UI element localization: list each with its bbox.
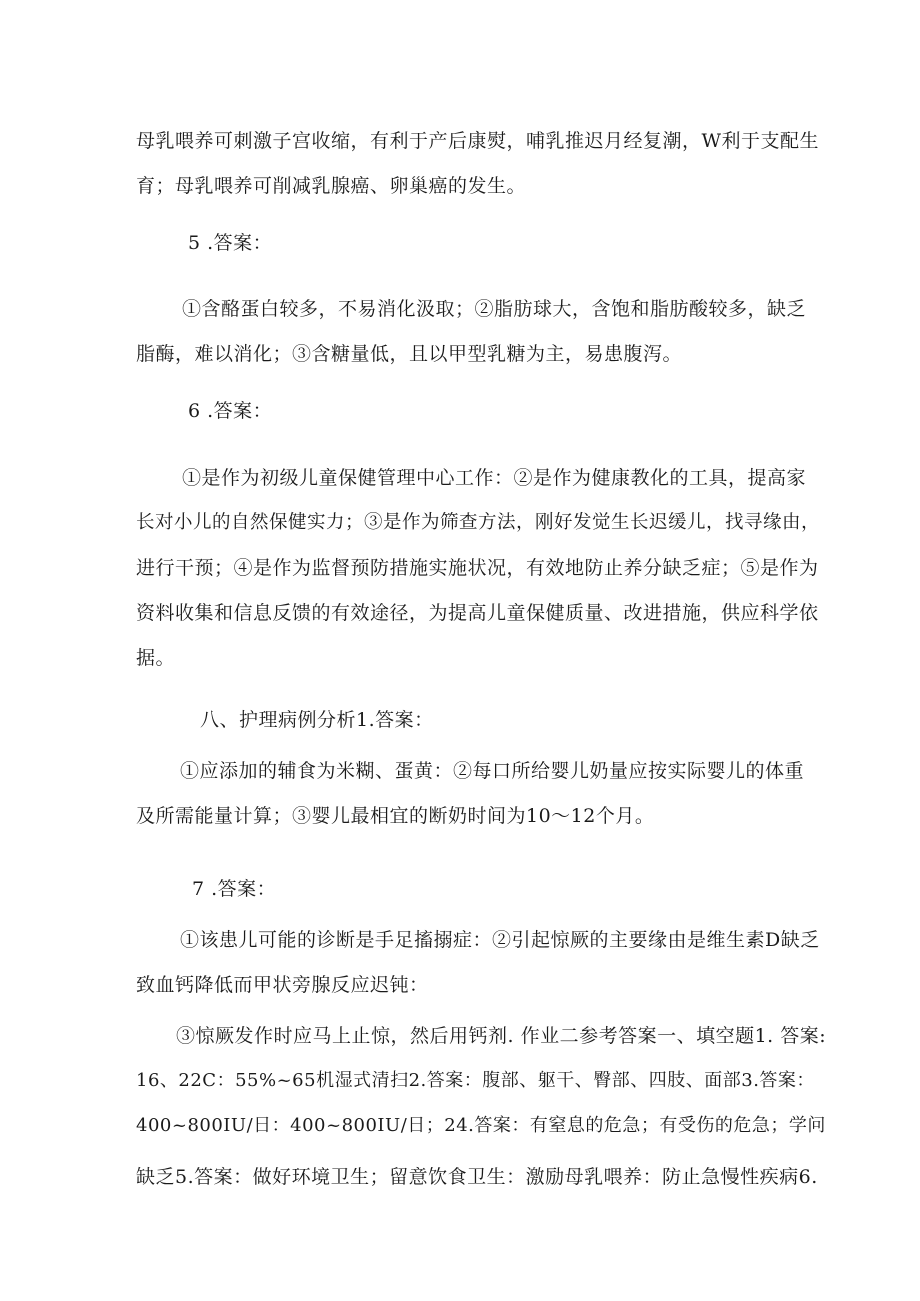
- section-8-heading: 八、护理病例分析1.答案：: [200, 709, 434, 731]
- section-8-line-2: 及所需能量计算；③婴儿最相宜的断奶时间为10〜12个月。: [136, 805, 655, 827]
- q6-line-3: 进行干预；④是作为监督预防措施实施状况，有效地防止养分缺乏症；⑤是作为: [136, 557, 819, 579]
- q7-line-5: 400~800IU/日：400~800IU/日；24.答案：有窒息的危急；有受伤的危急；学问: [136, 1115, 826, 1136]
- q6-line-1: ①是作为初级儿童保健管理中心工作：②是作为健康教化的工具，提高家: [182, 467, 807, 489]
- para-4-line-2: 育；母乳喂养可削减乳腺癌、卵巢癌的发生。: [136, 175, 527, 197]
- q6-line-4: 资料收集和信息反馈的有效途径，为提高儿童保健质量、改进措施，供应科学依: [136, 602, 819, 624]
- q5-line-2: 脂酶，难以消化；③含糖量低，且以甲型乳糖为主，易患腹泻。: [136, 343, 683, 365]
- q7-line-4: 16、22C：55%~65机湿式清扫2.答案：腹部、躯干、臀部、四肢、面部3.答案：: [136, 1070, 815, 1091]
- section-8-line-1: ①应添加的辅食为米糊、蛋黄：②每口所给婴儿奶量应按实际婴儿的体重: [180, 760, 805, 782]
- q7-line-3: ③惊厥发作时应马上止惊，然后用钙剂. 作业二参考答案一、填空题1. 答案:: [176, 1025, 827, 1047]
- q6-line-5: 据。: [136, 647, 176, 669]
- q5-line-1: ①含酪蛋白较多，不易消化汲取；②脂肪球大，含饱和脂肪酸较多，缺乏: [182, 298, 807, 320]
- q6-line-2: 长对小儿的自然保健实力；③是作为筛查方法，刚好发觉生长迟缓儿，找寻缘由，: [136, 512, 821, 533]
- q7-line-1: ①该患儿可能的诊断是手足搐搦症：②引起惊厥的主要缘由是维生素D缺乏: [180, 929, 820, 951]
- q7-line-2: 致血钙降低而甲状旁腺反应迟钝：: [136, 974, 429, 996]
- q7-line-6: 缺乏5.答案：做好环境卫生；留意饮食卫生：激励母乳喂养：防止急慢性疾病6.: [136, 1166, 818, 1188]
- q6-heading: 6 .答案：: [188, 400, 273, 422]
- q5-heading: 5 .答案：: [188, 232, 273, 254]
- q7-heading: 7 .答案：: [192, 878, 277, 900]
- para-4-line-1: 母乳喂养可刺激子宫收缩，有利于产后康熨，哺乳推迟月经复潮，W利于支配生: [136, 130, 820, 152]
